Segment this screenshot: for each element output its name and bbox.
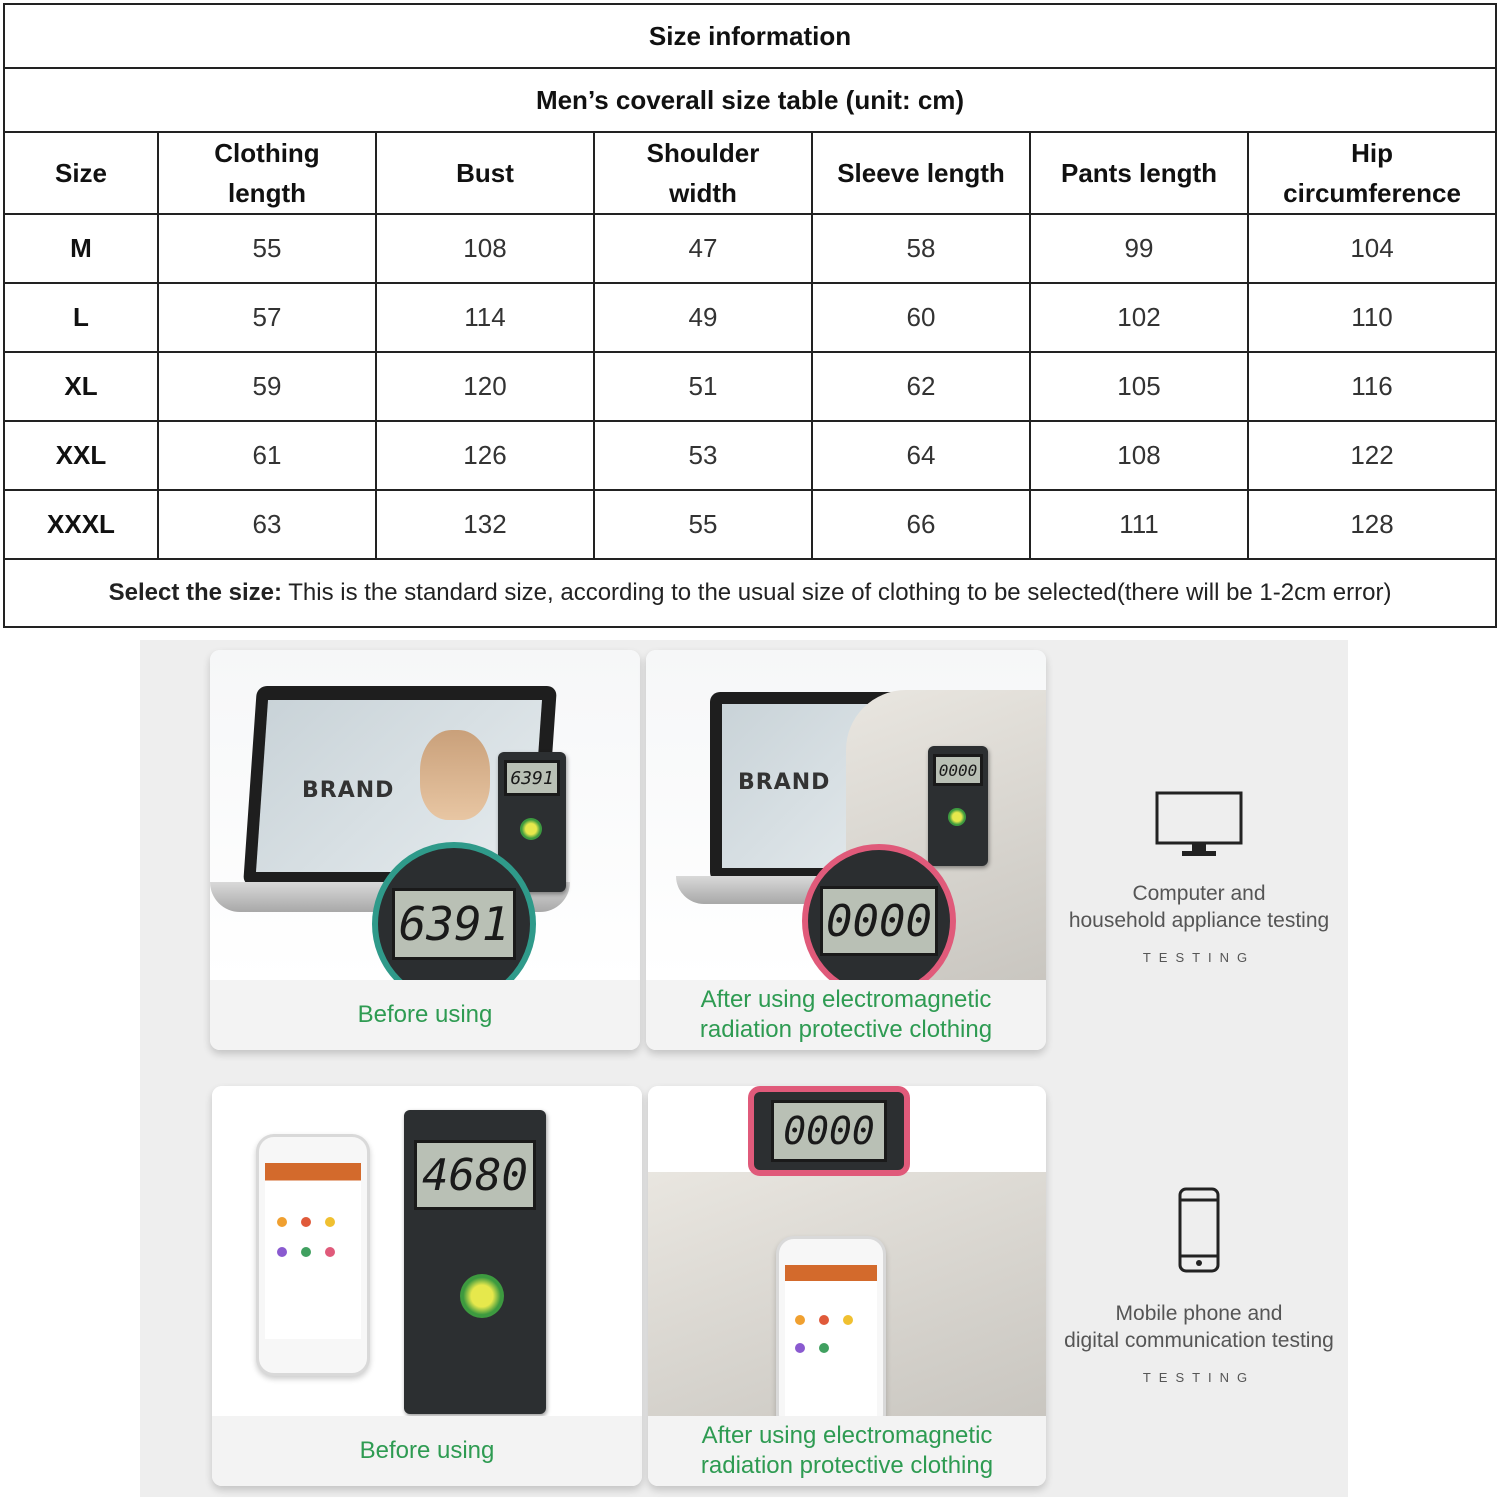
monitor-icon — [1154, 790, 1244, 860]
screen-brand-text: BRAND — [738, 770, 831, 795]
meter-display — [414, 1140, 536, 1210]
header-shoulder-width — [594, 132, 812, 214]
table-note-row — [4, 559, 1496, 627]
meter-display — [933, 754, 983, 786]
table-cell: 66 — [812, 490, 1030, 559]
header-sleeve-length — [812, 132, 1030, 214]
table-subtitle-row — [4, 68, 1496, 132]
info-tag: TESTING — [1142, 1370, 1256, 1385]
header-clothing-length — [158, 132, 376, 214]
app-icon — [301, 1217, 311, 1227]
table-row — [4, 421, 1496, 490]
phone-after-caption — [648, 1416, 1046, 1486]
meter-sticker — [948, 808, 966, 826]
table-cell: 59 — [158, 352, 376, 421]
app-icon — [325, 1247, 335, 1257]
table-cell: 114 — [376, 283, 594, 352]
table-cell: 122 — [1248, 421, 1496, 490]
meter-reading: 4680 — [422, 1149, 528, 1201]
caption-line1: After using electromagnetic — [701, 1422, 993, 1449]
reading-highlight — [748, 1086, 910, 1176]
table-cell: 64 — [812, 421, 1030, 490]
table-cell: 62 — [812, 352, 1030, 421]
caption-line1: After using electromagnetic — [700, 986, 992, 1013]
size-table — [3, 3, 1497, 628]
header-label-line1: Shoulder — [646, 138, 760, 168]
table-cell: 132 — [376, 490, 594, 559]
caption-text: Before using — [357, 1001, 493, 1028]
header-hip-circumference — [1248, 132, 1496, 214]
meter-reading: 0000 — [783, 1109, 875, 1153]
app-icon — [795, 1343, 805, 1353]
header-sleeve-label: Sleeve length — [837, 158, 1005, 188]
table-row — [4, 352, 1496, 421]
table-cell: 108 — [376, 214, 594, 283]
computer-before-photo — [210, 650, 640, 980]
emf-meter — [404, 1110, 546, 1414]
table-header-row — [4, 132, 1496, 214]
table-title-row — [4, 4, 1496, 68]
header-label-line2: length — [228, 178, 306, 208]
table-cell: 99 — [1030, 214, 1248, 283]
phone-screen — [785, 1265, 877, 1416]
smartphone-icon — [1177, 1186, 1221, 1274]
phone-before-card — [212, 1086, 642, 1486]
meter-sticker — [460, 1274, 504, 1318]
zoom-display — [820, 886, 938, 956]
table-cell: 105 — [1030, 352, 1248, 421]
phone-after-card — [648, 1086, 1046, 1486]
table-cell: 120 — [376, 352, 594, 421]
table-cell: 55 — [158, 214, 376, 283]
meter-display — [771, 1100, 887, 1162]
table-cell: 57 — [158, 283, 376, 352]
table-cell: 116 — [1248, 352, 1496, 421]
computer-before-card — [210, 650, 640, 1050]
size-note-label: Select the size: — [108, 579, 282, 606]
phone-before-caption — [212, 1416, 642, 1486]
table-cell: 63 — [158, 490, 376, 559]
zoom-display — [392, 888, 516, 960]
computer-testing-info — [1056, 790, 1342, 965]
computer-after-photo — [646, 650, 1046, 980]
table-cell: 128 — [1248, 490, 1496, 559]
phone-before-photo — [212, 1086, 642, 1416]
table-cell: 126 — [376, 421, 594, 490]
app-icon — [819, 1315, 829, 1325]
size-label: L — [4, 283, 158, 352]
table-cell: 49 — [594, 283, 812, 352]
computer-before-caption — [210, 980, 640, 1050]
table-cell: 110 — [1248, 283, 1496, 352]
header-size — [4, 132, 158, 214]
table-cell: 51 — [594, 352, 812, 421]
table-cell: 61 — [158, 421, 376, 490]
size-label: XXXL — [4, 490, 158, 559]
info-line2: household appliance testing — [1068, 909, 1330, 932]
header-pants-length — [1030, 132, 1248, 214]
header-label-line2: width — [669, 178, 737, 208]
table-row — [4, 490, 1496, 559]
app-icon — [325, 1217, 335, 1227]
phone-after-photo — [648, 1086, 1046, 1416]
caption-line2: radiation protective clothing — [700, 1452, 994, 1479]
table-row — [4, 214, 1496, 283]
meter-reading: 0000 — [938, 760, 978, 780]
testing-panel — [140, 640, 1348, 1497]
caption-line2: radiation protective clothing — [699, 1016, 993, 1043]
header-bust-label: Bust — [456, 158, 514, 188]
table-cell: 102 — [1030, 283, 1248, 352]
size-label: XXL — [4, 421, 158, 490]
app-icon — [277, 1247, 287, 1257]
header-label-line1: Hip — [1351, 138, 1393, 168]
header-label-line1: Clothing — [214, 138, 320, 168]
app-icon — [301, 1247, 311, 1257]
info-line2: digital communication testing — [1064, 1329, 1334, 1352]
screen-brand-text: BRAND — [302, 778, 395, 803]
info-line1: Mobile phone and — [1115, 1302, 1283, 1325]
size-note-text: This is the standard size, according to the usual size of clothing to be selected(there will be 1-2cm error) — [282, 579, 1392, 606]
smartphone — [776, 1236, 886, 1416]
app-icon — [277, 1217, 287, 1227]
emf-meter — [928, 746, 988, 866]
table-cell: 47 — [594, 214, 812, 283]
table-title: Size information — [4, 4, 1496, 68]
header-bust — [376, 132, 594, 214]
table-cell: 111 — [1030, 490, 1248, 559]
computer-after-caption — [646, 980, 1046, 1050]
caption-text: Before using — [359, 1437, 495, 1464]
table-cell: 55 — [594, 490, 812, 559]
table-row — [4, 283, 1496, 352]
app-icon — [819, 1343, 829, 1353]
info-line1: Computer and — [1132, 882, 1266, 905]
model-face — [420, 730, 490, 820]
table-cell: 104 — [1248, 214, 1496, 283]
table-cell: 58 — [812, 214, 1030, 283]
header-pants-label: Pants length — [1060, 158, 1217, 188]
table-cell: 108 — [1030, 421, 1248, 490]
smartphone — [256, 1134, 370, 1376]
header-label-line2: circumference — [1283, 178, 1461, 208]
table-cell: 60 — [812, 283, 1030, 352]
app-icon — [843, 1315, 853, 1325]
info-tag: TESTING — [1142, 950, 1256, 965]
header-size-label: Size — [54, 158, 108, 188]
size-label: XL — [4, 352, 158, 421]
size-label: M — [4, 214, 158, 283]
meter-reading: 6391 — [510, 767, 554, 789]
zoom-reading: 6391 — [398, 897, 510, 951]
table-subtitle: Men’s coverall size table (unit: cm) — [4, 68, 1496, 132]
phone-testing-info — [1050, 1186, 1348, 1385]
computer-after-card — [646, 650, 1046, 1050]
table-cell: 53 — [594, 421, 812, 490]
meter-sticker — [520, 818, 542, 840]
zoom-reading: 0000 — [826, 895, 932, 947]
size-note — [4, 559, 1496, 627]
app-icon — [795, 1315, 805, 1325]
meter-display — [504, 760, 560, 796]
